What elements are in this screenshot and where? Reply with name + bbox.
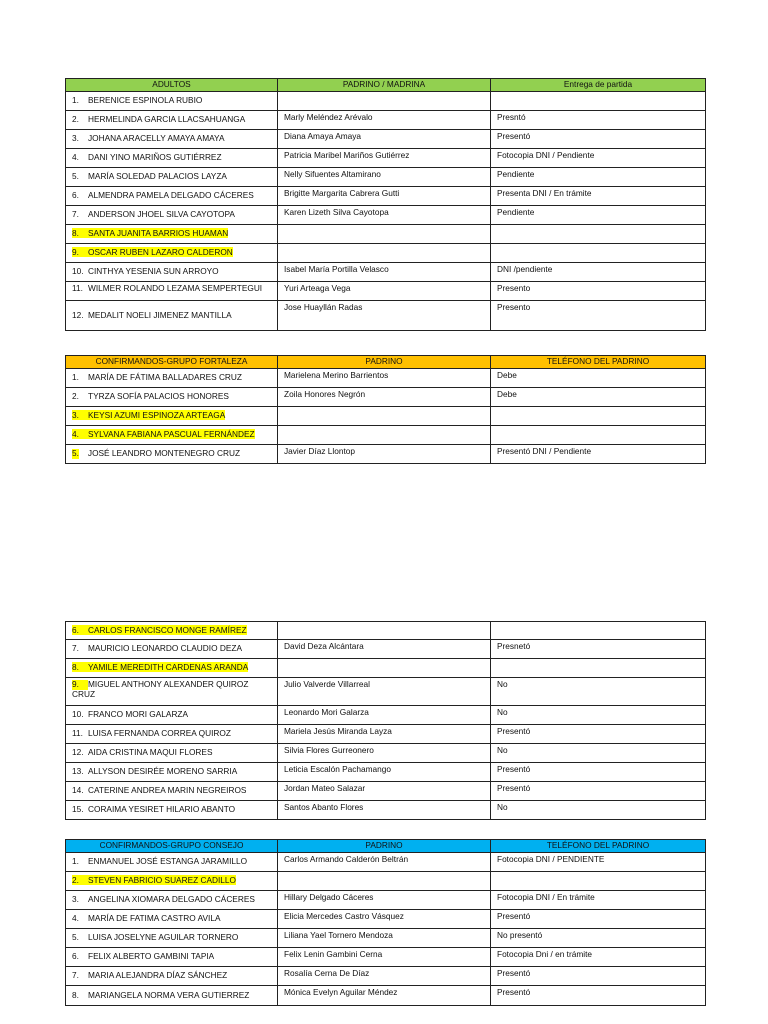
name-cell: 3. JOHANA ARACELLY AMAYA AMAYA (66, 130, 278, 149)
status-cell: No presentó (491, 929, 706, 948)
name-cell: 14. CATERINE ANDREA MARIN NEGREIROS (66, 782, 278, 801)
name-cell: 9. OSCAR RUBEN LAZARO CALDERON (66, 244, 278, 263)
status-cell (491, 244, 706, 263)
adultos-table (65, 78, 706, 331)
status-cell: Presntó (491, 111, 706, 130)
table-row (66, 801, 706, 820)
table-header-row (66, 840, 706, 853)
padrino-cell (278, 872, 491, 891)
name-cell: 8. YAMILE MEREDITH CARDENAS ARANDA (66, 659, 278, 678)
name-cell: 5. LUISA JOSELYNE AGUILAR TORNERO (66, 929, 278, 948)
padrino-cell: Santos Abanto Flores (278, 801, 491, 820)
status-cell: Fotocopia DNI / Pendiente (491, 149, 706, 168)
name-cell: 6. ALMENDRA PAMELA DELGADO CÁCERES (66, 187, 278, 206)
table-row (66, 92, 706, 111)
padrino-cell: Jose Huayllán Radas (278, 301, 491, 331)
status-cell: No (491, 801, 706, 820)
padrino-cell: Patricia Maribel Mariños Gutiérrez (278, 149, 491, 168)
name-cell: 4. SYLVANA FABIANA PASCUAL FERNÁNDEZ (66, 426, 278, 445)
padrino-cell (278, 426, 491, 445)
table-row (66, 187, 706, 206)
name-cell: 10. CINTHYA YESENIA SUN ARROYO (66, 263, 278, 282)
status-cell: Presentó (491, 763, 706, 782)
table-row (66, 301, 706, 331)
header-telefono-padrino: TELÉFONO DEL PADRINO (491, 356, 706, 369)
table-row (66, 426, 706, 445)
status-cell: No (491, 678, 706, 706)
padrino-cell (278, 407, 491, 426)
status-cell: Presenta DNI / En trámite (491, 187, 706, 206)
status-cell: Presentó (491, 986, 706, 1006)
padrino-cell: David Deza Alcántara (278, 640, 491, 659)
status-cell: Fotocopia Dni / en trámite (491, 948, 706, 967)
name-cell: 5. JOSÉ LEANDRO MONTENEGRO CRUZ (66, 445, 278, 464)
status-cell (491, 407, 706, 426)
table-row (66, 369, 706, 388)
header-confirmandos-fortaleza: CONFIRMANDOS-GRUPO FORTALEZA (66, 356, 278, 369)
status-cell: Debe (491, 369, 706, 388)
table-row (66, 407, 706, 426)
name-cell: 2. STEVEN FABRICIO SUAREZ CADILLO (66, 872, 278, 891)
name-cell: 3. ANGELINA XIOMARA DELGADO CÁCERES (66, 891, 278, 910)
name-cell: 2. TYRZA SOFÍA PALACIOS HONORES (66, 388, 278, 407)
padrino-cell: Leticia Escalón Pachamango (278, 763, 491, 782)
table-row (66, 244, 706, 263)
header-padrino: PADRINO (278, 356, 491, 369)
fortaleza-table (65, 355, 706, 464)
table-row (66, 929, 706, 948)
name-cell: 6. CARLOS FRANCISCO MONGE RAMÍREZ (66, 622, 278, 640)
name-cell: 13. ALLYSON DESIRÉE MORENO SARRIA (66, 763, 278, 782)
status-cell (491, 622, 706, 640)
status-cell: Fotocopia DNI / En trámite (491, 891, 706, 910)
name-cell: 12. MEDALIT NOELI JIMENEZ MANTILLA (66, 301, 278, 331)
header-padrino: PADRINO (278, 840, 491, 853)
padrino-cell: Mónica Evelyn Aguilar Méndez (278, 986, 491, 1006)
header-adultos: ADULTOS (66, 79, 278, 92)
name-cell: 11. LUISA FERNANDA CORREA QUIROZ (66, 725, 278, 744)
padrino-cell: Marly Meléndez Arévalo (278, 111, 491, 130)
table-row (66, 782, 706, 801)
status-cell: Pendiente (491, 206, 706, 225)
name-cell: 7. MAURICIO LEONARDO CLAUDIO DEZA (66, 640, 278, 659)
status-cell: Presentó (491, 782, 706, 801)
padrino-cell: Mariela Jesús Miranda Layza (278, 725, 491, 744)
table-row (66, 706, 706, 725)
table-row (66, 225, 706, 244)
status-cell: Presentó (491, 967, 706, 986)
padrino-cell: Diana Amaya Amaya (278, 130, 491, 149)
padrino-cell: Nelly Sifuentes Altamirano (278, 168, 491, 187)
status-cell: Presentó (491, 130, 706, 149)
table-row (66, 986, 706, 1006)
padrino-cell: Hillary Delgado Cáceres (278, 891, 491, 910)
name-cell: 8. MARIANGELA NORMA VERA GUTIERREZ (66, 986, 278, 1006)
table-header-row (66, 356, 706, 369)
padrino-cell: Jordan Mateo Salazar (278, 782, 491, 801)
name-cell: 2. HERMELINDA GARCIA LLACSAHUANGA (66, 111, 278, 130)
table-row (66, 168, 706, 187)
padrino-cell: Julio Valverde Villarreal (278, 678, 491, 706)
padrino-cell: Silvia Flores Gurreonero (278, 744, 491, 763)
name-cell: 15. CORAIMA YESIRET HILARIO ABANTO (66, 801, 278, 820)
table-row (66, 763, 706, 782)
status-cell (491, 426, 706, 445)
table-row (66, 263, 706, 282)
padrino-cell: Liliana Yael Tornero Mendoza (278, 929, 491, 948)
table-row (66, 640, 706, 659)
header-confirmandos-consejo: CONFIRMANDOS-GRUPO CONSEJO (66, 840, 278, 853)
padrino-cell (278, 659, 491, 678)
name-cell: 4. MARÍA DE FATIMA CASTRO AVILA (66, 910, 278, 929)
table-row (66, 891, 706, 910)
status-cell: Debe (491, 388, 706, 407)
table-row (66, 149, 706, 168)
name-cell: 3. KEYSI AZUMI ESPINOZA ARTEAGA (66, 407, 278, 426)
fortaleza-continued-table (65, 621, 706, 820)
table-row (66, 130, 706, 149)
header-telefono-padrino: TELÉFONO DEL PADRINO (491, 840, 706, 853)
padrino-cell: Felix Lenin Gambini Cerna (278, 948, 491, 967)
padrino-cell: Isabel María Portilla Velasco (278, 263, 491, 282)
padrino-cell: Rosalía Cerna De Díaz (278, 967, 491, 986)
padrino-cell: Leonardo Mori Galarza (278, 706, 491, 725)
name-cell: 7. MARIA ALEJANDRA DÍAZ SÁNCHEZ (66, 967, 278, 986)
name-cell: 11. WILMER ROLANDO LEZAMA SEMPERTEGUI (66, 282, 278, 301)
table-row (66, 282, 706, 301)
table-row (66, 111, 706, 130)
name-cell: 5. MARÍA SOLEDAD PALACIOS LAYZA (66, 168, 278, 187)
padrino-cell: Yuri Arteaga Vega (278, 282, 491, 301)
table-row (66, 725, 706, 744)
status-cell: Presentó (491, 725, 706, 744)
table-row (66, 744, 706, 763)
status-cell (491, 225, 706, 244)
table-row (66, 853, 706, 872)
table-row (66, 910, 706, 929)
padrino-cell: Carlos Armando Calderón Beltrán (278, 853, 491, 872)
header-entrega-partida: Entrega de partida (491, 79, 706, 92)
status-cell: Presento (491, 301, 706, 331)
table-row (66, 445, 706, 464)
table-row (66, 872, 706, 891)
status-cell: Presento (491, 282, 706, 301)
padrino-cell: Javier Díaz Llontop (278, 445, 491, 464)
name-cell: 6. FELIX ALBERTO GAMBINI TAPIA (66, 948, 278, 967)
name-cell: 1. BERENICE ESPINOLA RUBIO (66, 92, 278, 111)
padrino-cell (278, 244, 491, 263)
padrino-cell (278, 92, 491, 111)
consejo-table (65, 839, 706, 1006)
table-row (66, 678, 706, 706)
status-cell: DNI /pendiente (491, 263, 706, 282)
status-cell (491, 92, 706, 111)
table-row (66, 622, 706, 640)
table-row (66, 948, 706, 967)
status-cell: Presentó DNI / Pendiente (491, 445, 706, 464)
padrino-cell: Elicia Mercedes Castro Vásquez (278, 910, 491, 929)
name-cell: 4. DANI YINO MARIÑOS GUTIÉRREZ (66, 149, 278, 168)
header-padrino-madrina: PADRINO / MADRINA (278, 79, 491, 92)
name-cell: 9. MIGUEL ANTHONY ALEXANDER QUIROZ CRUZ (66, 678, 278, 706)
padrino-cell: Zoila Honores Negrón (278, 388, 491, 407)
padrino-cell: Karen Lizeth Silva Cayotopa (278, 206, 491, 225)
padrino-cell (278, 622, 491, 640)
table-header-row (66, 79, 706, 92)
table-row (66, 206, 706, 225)
table-row (66, 659, 706, 678)
status-cell: Pendiente (491, 168, 706, 187)
status-cell: No (491, 706, 706, 725)
table-row (66, 388, 706, 407)
name-cell: 7. ANDERSON JHOEL SILVA CAYOTOPA (66, 206, 278, 225)
status-cell (491, 659, 706, 678)
padrino-cell: Marielena Merino Barrientos (278, 369, 491, 388)
name-cell: 8. SANTA JUANITA BARRIOS HUAMAN (66, 225, 278, 244)
name-cell: 1. MARÍA DE FÁTIMA BALLADARES CRUZ (66, 369, 278, 388)
status-cell: Fotocopia DNI / PENDIENTE (491, 853, 706, 872)
status-cell: Presentó (491, 910, 706, 929)
status-cell: Presnetó (491, 640, 706, 659)
status-cell (491, 872, 706, 891)
padrino-cell (278, 225, 491, 244)
status-cell: No (491, 744, 706, 763)
name-cell: 1. ENMANUEL JOSÉ ESTANGA JARAMILLO (66, 853, 278, 872)
table-row (66, 967, 706, 986)
padrino-cell: Brigitte Margarita Cabrera Gutti (278, 187, 491, 206)
name-cell: 10. FRANCO MORI GALARZA (66, 706, 278, 725)
name-cell: 12. AIDA CRISTINA MAQUI FLORES (66, 744, 278, 763)
